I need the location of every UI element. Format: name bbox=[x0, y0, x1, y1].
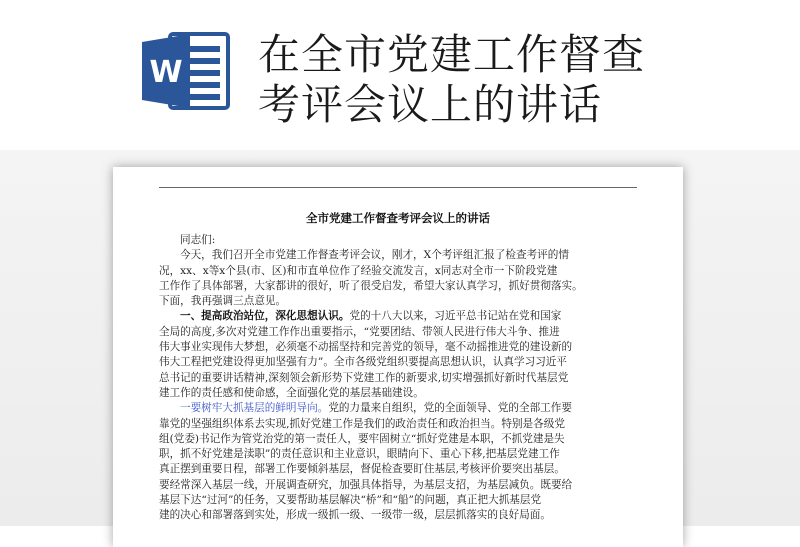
paragraph-line bbox=[159, 508, 643, 523]
line-text: 同志们: bbox=[180, 234, 216, 246]
document-body bbox=[159, 233, 643, 524]
paragraph-line bbox=[159, 401, 643, 416]
paragraph-line bbox=[159, 417, 643, 432]
paragraph-line bbox=[159, 233, 643, 248]
line-text: 要经常深入基层一线，开展调查研究，加强具体指导，为基层支招，为基层减负。既要给 bbox=[159, 478, 573, 491]
line-text: 伟大事业实现伟大梦想，必须毫不动摇坚持和完善党的领导，毫不动摇推进党的建设新的 bbox=[159, 341, 573, 354]
paragraph-line bbox=[159, 447, 643, 462]
paragraph-line bbox=[159, 432, 643, 447]
title-line-1: 在全市党建工作督查 bbox=[258, 30, 646, 79]
paragraph-line bbox=[159, 371, 643, 386]
line-text: 总书记的重要讲话精神,深刻领会新形势下党建工作的新要求,切实增强抓好新时代基层党 bbox=[159, 371, 569, 384]
paragraph-line bbox=[159, 493, 643, 508]
paragraph-line bbox=[159, 340, 643, 355]
document-title: 全市党建工作督查考评会议上的讲话 bbox=[306, 211, 490, 225]
paragraph-line bbox=[159, 309, 643, 324]
paragraph-line bbox=[159, 279, 643, 294]
line-text: 靠党的坚强组织体系去实现,抓好党建工作是我们的政治责任和政治担当。特别是各级党 bbox=[159, 417, 565, 430]
paragraph-line bbox=[159, 355, 643, 370]
line-text: 全局的高度,多次对党建工作作出重要指示，“党要团结、带领人民进行伟大斗争、推进 bbox=[159, 325, 560, 338]
line-text: 基层下达“过河”的任务，又要帮助基层解决“桥”和“船”的问题，真正把大抓基层党 bbox=[159, 494, 542, 507]
line-text: 建工作的责任感和使命感，全面强化党的基层基础建设。 bbox=[159, 386, 424, 399]
header-divider bbox=[159, 187, 637, 188]
word-document-icon bbox=[140, 30, 232, 112]
line-text: 组(党委)书记作为管党治党的第一责任人，要牢固树立“抓好党建是本职，不抓党建是失 bbox=[159, 432, 565, 445]
line-text: 真正摆到重要日程，部署工作要倾斜基层，督促检查要盯住基层,考核评价要突出基层。 bbox=[159, 463, 565, 476]
line-text: 职，抓不好党建是渎职”的责任意识和主业意识，眼睛向下、重心下移,把基层党建工作 bbox=[159, 448, 560, 461]
line-text: 况，xx、x等x个县(市、区)和市直单位作了经验交流发言，x同志对全市一下阶段党建 bbox=[159, 264, 558, 277]
title-line-2: 考评会议上的讲话 bbox=[258, 80, 603, 129]
line-text: 伟大工程把党建设得更加坚强有力”。全市各级党组织要提高思想认识，认真学习习近平 bbox=[159, 356, 567, 369]
line-text: 下面，我再强调三点意见。 bbox=[159, 295, 287, 308]
line-text: 党的力量来自组织，党的全面领导、党的全部工作要 bbox=[328, 402, 572, 415]
line-text: 党的十八大以来，习近平总书记站在党和国家 bbox=[349, 310, 562, 323]
paragraph-line bbox=[159, 248, 643, 263]
paragraph-line bbox=[159, 294, 643, 309]
line-text: 建的决心和部署落到实处，形成一级抓一级、一级带一级，层层抓落实的良好局面。 bbox=[159, 509, 551, 522]
document-page bbox=[113, 167, 683, 547]
paragraph-line bbox=[159, 264, 643, 279]
paragraph-line bbox=[159, 462, 643, 477]
paragraph-line bbox=[159, 325, 643, 340]
paragraph-line bbox=[159, 386, 643, 401]
header-banner bbox=[0, 0, 800, 150]
paragraph-line bbox=[159, 478, 643, 493]
word-logo-letter: W bbox=[149, 55, 183, 90]
line-text: 工作作了具体部署，大家都讲的很好，听了很受启发，希望大家认真学习，抓好贯彻落实。 bbox=[159, 279, 583, 292]
section-heading: 一、提高政治站位，深化思想认识。 bbox=[180, 310, 350, 323]
page-title bbox=[258, 30, 778, 130]
subsection-heading: 一要树牢大抓基层的鲜明导向。 bbox=[180, 402, 329, 415]
line-text: 今天，我们召开全市党建工作督查考评会议，刚才，X个考评组汇报了检查考评的情 bbox=[180, 249, 569, 262]
